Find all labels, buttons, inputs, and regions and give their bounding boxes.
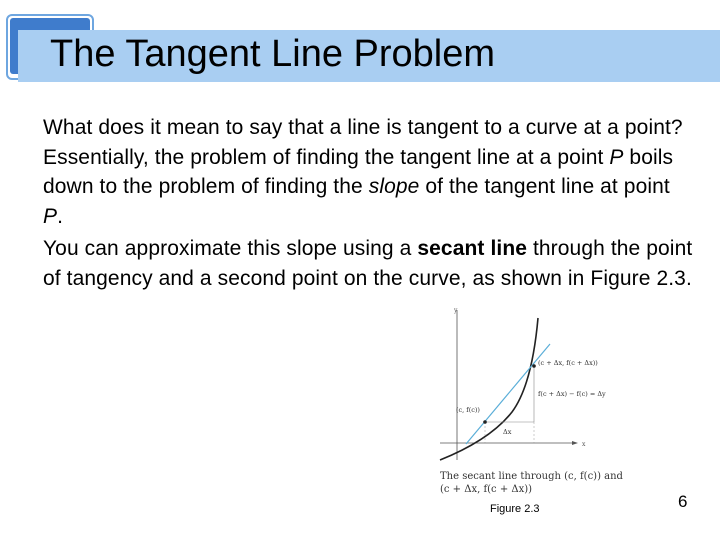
text-run: You can approximate this slope using a: [43, 237, 418, 260]
text-run: of the tangent line at point: [419, 175, 670, 198]
x-axis-arrow: [572, 441, 578, 445]
figure-label: Figure 2.3: [490, 503, 540, 515]
text-run: P: [43, 204, 58, 228]
point-tangency: [483, 420, 487, 424]
paragraph-definition: [43, 113, 693, 231]
function-curve: [440, 318, 538, 460]
x-axis-label: x: [582, 441, 586, 448]
point-secant: [532, 364, 536, 368]
page-number: 6: [678, 492, 688, 511]
delta-x-label: Δx: [503, 428, 512, 436]
upper-point-label: (c + Δx, f(c + Δx)): [538, 359, 598, 367]
text-run: .: [57, 204, 64, 228]
text-run: boils down to the problem of finding the: [43, 145, 674, 198]
delta-y-label: f(c + Δx) − f(c) = Δy: [538, 390, 606, 398]
text-run: What does it mean to say that a line is tangent to a curve at a point? Essentially, the problem of finding the tangent line at a point: [43, 116, 683, 169]
lower-point-label: (c, f(c)): [456, 406, 480, 414]
slide-body: [43, 113, 693, 293]
text-run: secant line: [417, 237, 528, 260]
figure-caption: [440, 470, 630, 496]
figure-caption-line1: The secant line through (c, f(c)) and: [440, 471, 623, 482]
figure-caption-line2: (c + Δx, f(c + Δx)): [440, 484, 533, 495]
text-run: through the point of tangency and a second point on the curve, as shown in Figure 2.3.: [43, 237, 693, 290]
text-run: slope: [368, 175, 420, 198]
text-run: P: [609, 145, 624, 169]
paragraph-secant: [43, 234, 693, 293]
y-axis-label: y: [454, 307, 458, 314]
slide-title: The Tangent Line Problem: [50, 33, 496, 75]
